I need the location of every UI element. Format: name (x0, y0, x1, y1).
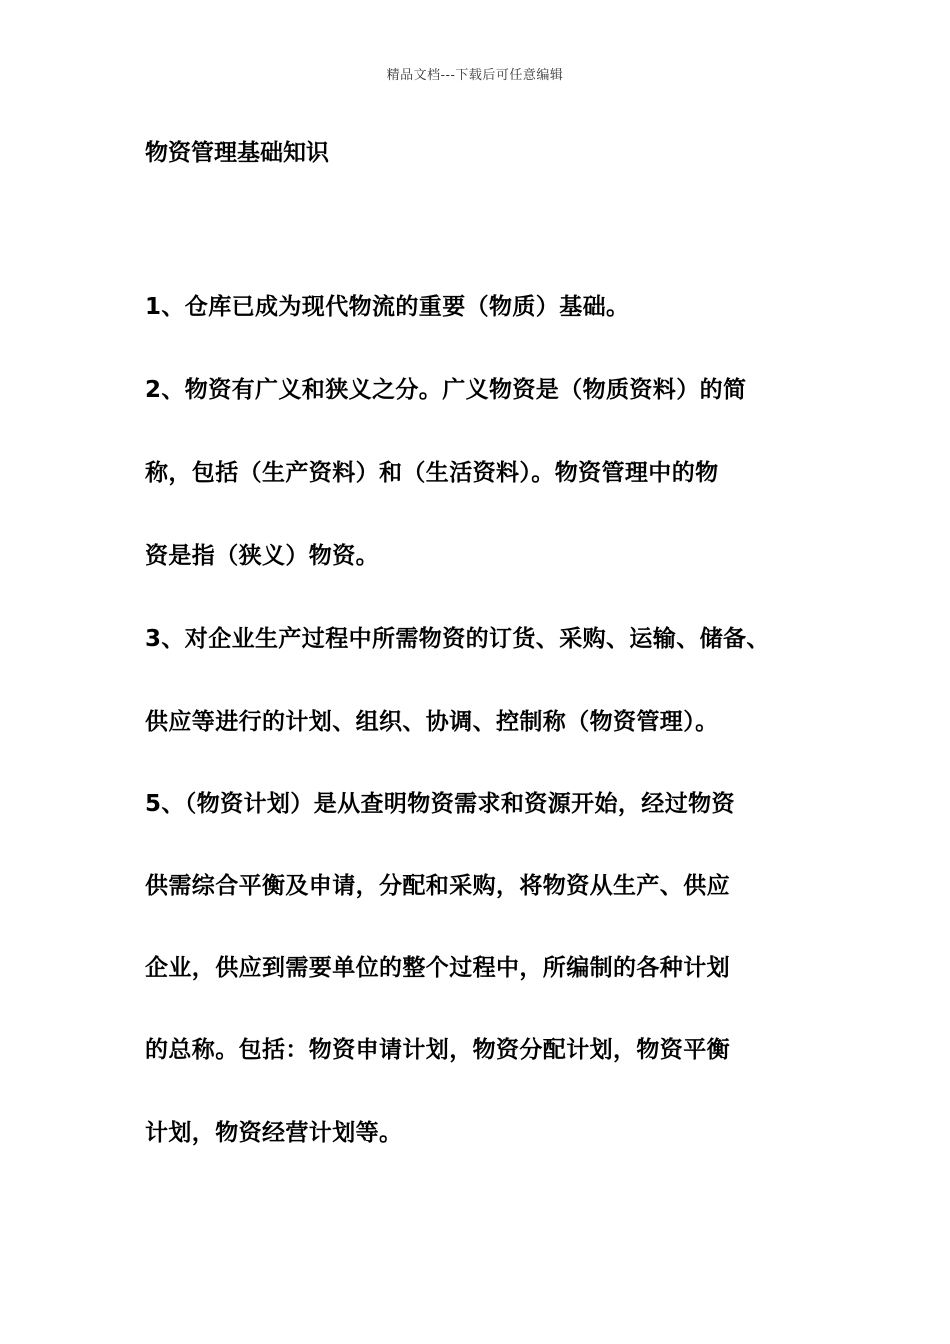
paragraph-line: 称，包括（生产资料）和（生活资料）。物资管理中的物 (145, 460, 719, 486)
page-header: 精品文档---下载后可任意编辑 (386, 68, 564, 83)
paragraph-line: 计划，物资经营计划等。 (145, 1120, 403, 1146)
paragraph-line: 3、对企业生产过程中所需物资的订货、采购、运输、储备、 (145, 626, 770, 652)
paragraph-line: 企业，供应到需要单位的整个过程中，所编制的各种计划 (145, 955, 730, 981)
document-title: 物资管理基础知识 (145, 140, 329, 166)
paragraph-line: 的总称。包括：物资申请计划，物资分配计划，物资平衡 (145, 1037, 730, 1063)
paragraph-line: 资是指（狭义）物资。 (145, 543, 379, 569)
paragraph-line: 1、仓库已成为现代物流的重要（物质）基础。 (145, 294, 630, 320)
paragraph-line: 供应等进行的计划、组织、协调、控制称（物资管理）。 (145, 709, 719, 735)
paragraph-line: 2、物资有广义和狭义之分。广义物资是（物质资料）的简 (145, 377, 747, 403)
paragraph-line: 供需综合平衡及申请，分配和采购，将物资从生产、供应 (145, 873, 730, 899)
paragraph-line: 5、（物资计划）是从查明物资需求和资源开始，经过物资 (145, 791, 735, 817)
